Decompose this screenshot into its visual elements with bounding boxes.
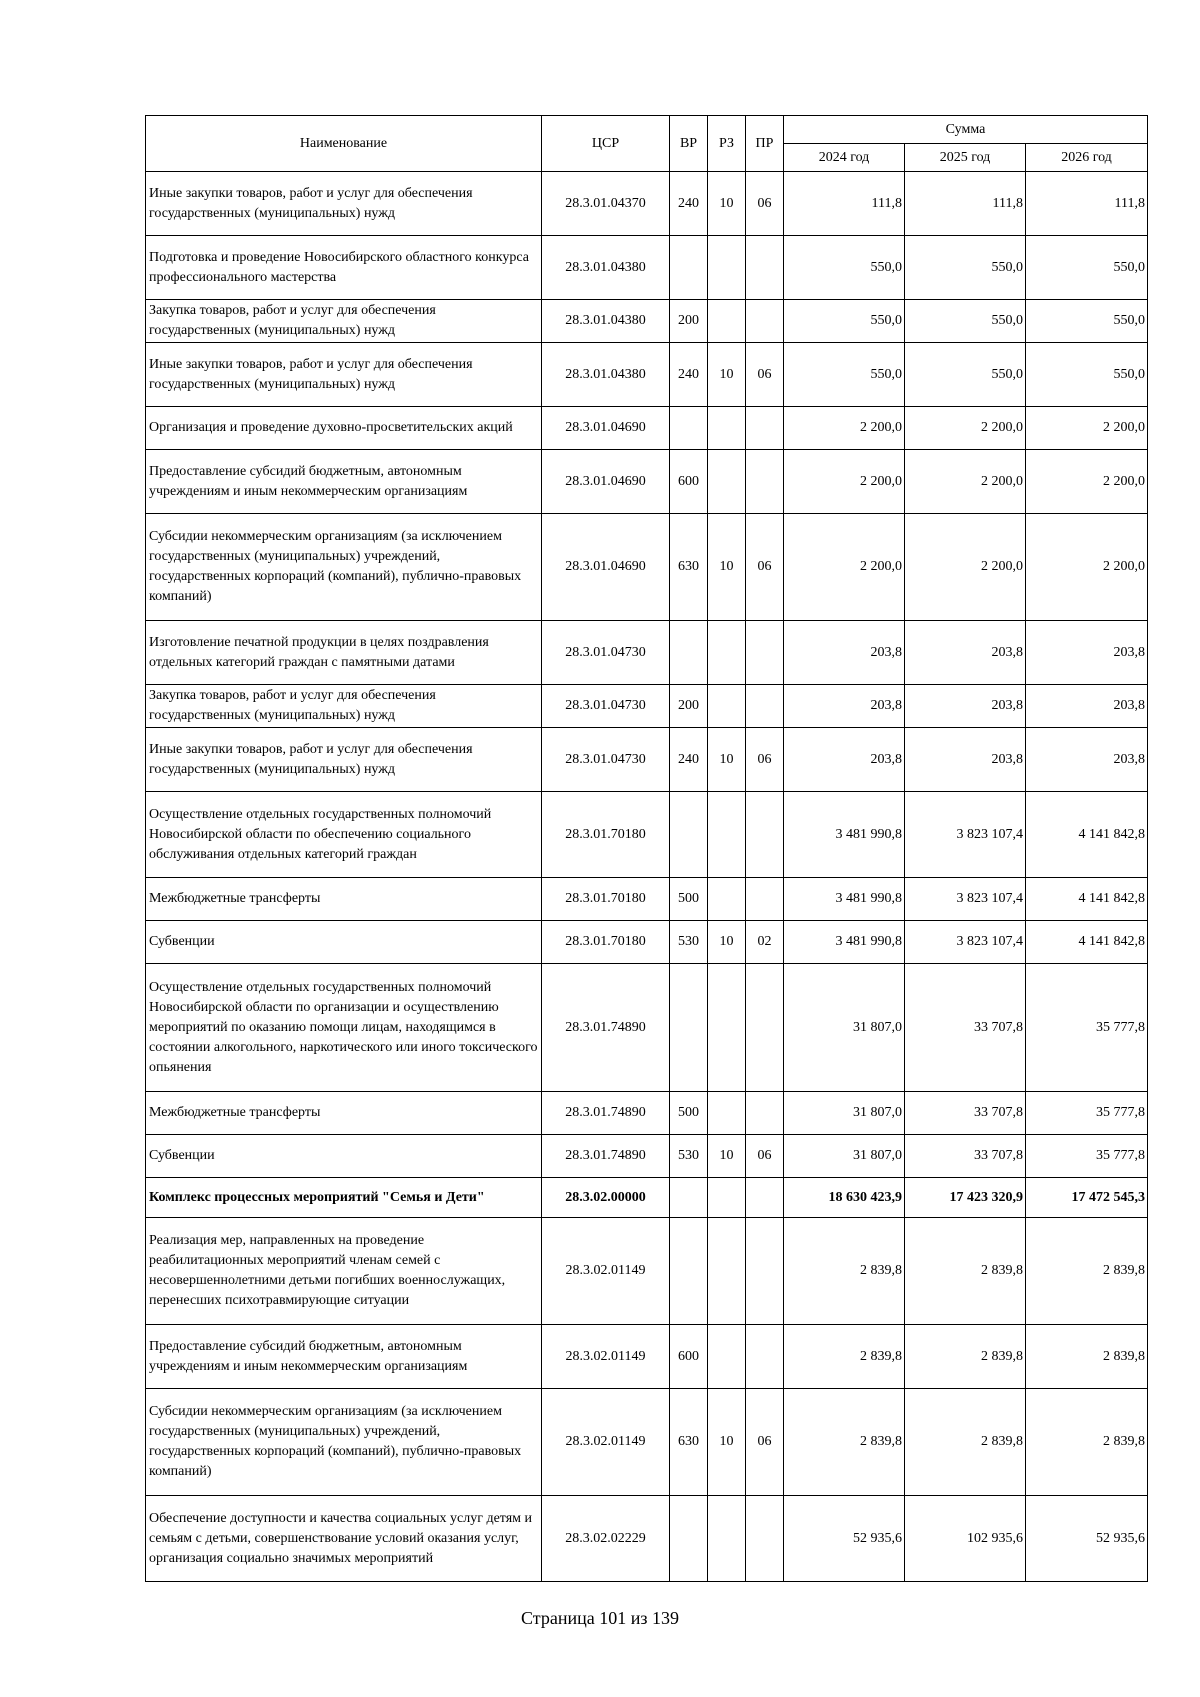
row-name: Иные закупки товаров, работ и услуг для обеспечения государственных (муниципальных) нужд [146, 343, 542, 407]
row-sum-2024: 3 481 990,8 [784, 921, 905, 964]
row-sum-2026: 52 935,6 [1026, 1496, 1148, 1582]
header-year-2026: 2026 год [1026, 144, 1148, 172]
row-csr: 28.3.01.04380 [542, 236, 670, 300]
row-csr: 28.3.01.70180 [542, 878, 670, 921]
table-row [146, 685, 1148, 728]
row-name: Реализация мер, направленных на проведение реабилитационных мероприятий членам семей с несовершеннолетними детьми погибших военнослужащих, перенесших психотравмирующие ситуации [146, 1218, 542, 1325]
row-sum-2025: 2 839,8 [905, 1389, 1026, 1496]
row-name: Субвенции [146, 1135, 542, 1178]
row-sum-2025: 203,8 [905, 621, 1026, 685]
row-pr [746, 450, 784, 514]
row-vr: 630 [670, 1389, 708, 1496]
row-sum-2026: 2 839,8 [1026, 1218, 1148, 1325]
row-name: Комплекс процессных мероприятий "Семья и Дети" [146, 1178, 542, 1218]
table-row [146, 407, 1148, 450]
row-sum-2025: 203,8 [905, 728, 1026, 792]
row-csr: 28.3.01.74890 [542, 964, 670, 1092]
table-row [146, 1135, 1148, 1178]
page-number: Страница 101 из 139 [521, 1608, 679, 1628]
row-name: Иные закупки товаров, работ и услуг для обеспечения государственных (муниципальных) нужд [146, 172, 542, 236]
row-name: Предоставление субсидий бюджетным, автономным учреждениям и иным некоммерческим организациям [146, 1325, 542, 1389]
row-sum-2024: 3 481 990,8 [784, 878, 905, 921]
header-year-2024: 2024 год [784, 144, 905, 172]
row-pr [746, 621, 784, 685]
header-rz: РЗ [708, 116, 746, 172]
budget-table [145, 115, 1148, 1582]
row-name: Субсидии некоммерческим организациям (за исключением государственных (муниципальных) учреждений, государственных корпораций (компаний), публично-правовых компаний) [146, 1389, 542, 1496]
row-sum-2025: 203,8 [905, 685, 1026, 728]
row-rz: 10 [708, 343, 746, 407]
row-sum-2025: 2 839,8 [905, 1325, 1026, 1389]
row-vr: 500 [670, 878, 708, 921]
row-sum-2025: 3 823 107,4 [905, 792, 1026, 878]
row-name: Организация и проведение духовно-просветительских акций [146, 407, 542, 450]
row-sum-2026: 203,8 [1026, 728, 1148, 792]
row-name: Изготовление печатной продукции в целях поздравления отдельных категорий граждан с памятными датами [146, 621, 542, 685]
row-sum-2025: 2 200,0 [905, 407, 1026, 450]
row-sum-2025: 550,0 [905, 343, 1026, 407]
row-csr: 28.3.02.01149 [542, 1389, 670, 1496]
table-row [146, 728, 1148, 792]
table-row [146, 621, 1148, 685]
row-rz [708, 878, 746, 921]
row-sum-2026: 550,0 [1026, 300, 1148, 343]
row-pr: 06 [746, 172, 784, 236]
row-sum-2025: 550,0 [905, 236, 1026, 300]
row-name: Иные закупки товаров, работ и услуг для обеспечения государственных (муниципальных) нужд [146, 728, 542, 792]
row-sum-2026: 35 777,8 [1026, 964, 1148, 1092]
row-sum-2024: 2 839,8 [784, 1218, 905, 1325]
row-rz: 10 [708, 1389, 746, 1496]
row-sum-2025: 17 423 320,9 [905, 1178, 1026, 1218]
row-sum-2024: 31 807,0 [784, 964, 905, 1092]
row-vr [670, 792, 708, 878]
row-csr: 28.3.01.74890 [542, 1135, 670, 1178]
row-sum-2024: 2 839,8 [784, 1389, 905, 1496]
row-rz [708, 685, 746, 728]
row-vr [670, 621, 708, 685]
row-csr: 28.3.01.04690 [542, 514, 670, 621]
row-sum-2024: 203,8 [784, 621, 905, 685]
row-sum-2024: 2 839,8 [784, 1325, 905, 1389]
row-vr: 240 [670, 172, 708, 236]
row-vr: 530 [670, 1135, 708, 1178]
row-pr: 06 [746, 514, 784, 621]
header-csr: ЦСР [542, 116, 670, 172]
row-pr [746, 964, 784, 1092]
row-rz [708, 1178, 746, 1218]
table-row [146, 300, 1148, 343]
row-sum-2026: 2 839,8 [1026, 1389, 1148, 1496]
row-sum-2025: 3 823 107,4 [905, 921, 1026, 964]
row-csr: 28.3.01.70180 [542, 792, 670, 878]
row-rz: 10 [708, 1135, 746, 1178]
row-pr [746, 1218, 784, 1325]
row-csr: 28.3.01.04730 [542, 728, 670, 792]
row-pr: 06 [746, 343, 784, 407]
row-csr: 28.3.01.04690 [542, 407, 670, 450]
row-name: Предоставление субсидий бюджетным, автономным учреждениям и иным некоммерческим организациям [146, 450, 542, 514]
row-pr [746, 1178, 784, 1218]
row-sum-2026: 203,8 [1026, 621, 1148, 685]
row-sum-2026: 2 200,0 [1026, 514, 1148, 621]
row-pr [746, 1325, 784, 1389]
row-name: Обеспечение доступности и качества социальных услуг детям и семьям с детьми, совершенствование условий оказания услуг, организация социально значимых мероприятий [146, 1496, 542, 1582]
row-csr: 28.3.01.04370 [542, 172, 670, 236]
row-csr: 28.3.01.04730 [542, 621, 670, 685]
row-csr: 28.3.01.74890 [542, 1092, 670, 1135]
row-vr [670, 407, 708, 450]
row-name: Межбюджетные трансферты [146, 1092, 542, 1135]
row-sum-2024: 2 200,0 [784, 450, 905, 514]
row-rz [708, 450, 746, 514]
row-sum-2025: 102 935,6 [905, 1496, 1026, 1582]
row-sum-2026: 2 839,8 [1026, 1325, 1148, 1389]
row-name: Субсидии некоммерческим организациям (за исключением государственных (муниципальных) учреждений, государственных корпораций (компаний), публично-правовых компаний) [146, 514, 542, 621]
row-csr: 28.3.02.01149 [542, 1325, 670, 1389]
row-csr: 28.3.02.02229 [542, 1496, 670, 1582]
budget-table-container [145, 115, 1147, 1582]
row-sum-2026: 203,8 [1026, 685, 1148, 728]
row-csr: 28.3.01.04380 [542, 343, 670, 407]
row-sum-2024: 2 200,0 [784, 514, 905, 621]
row-pr [746, 878, 784, 921]
row-sum-2025: 2 200,0 [905, 514, 1026, 621]
row-sum-2025: 33 707,8 [905, 1135, 1026, 1178]
row-rz: 10 [708, 728, 746, 792]
row-rz: 10 [708, 514, 746, 621]
row-sum-2024: 2 200,0 [784, 407, 905, 450]
row-rz [708, 621, 746, 685]
row-sum-2025: 2 839,8 [905, 1218, 1026, 1325]
table-row [146, 964, 1148, 1092]
row-sum-2025: 33 707,8 [905, 964, 1026, 1092]
row-vr: 530 [670, 921, 708, 964]
row-sum-2026: 111,8 [1026, 172, 1148, 236]
table-row [146, 343, 1148, 407]
row-rz [708, 964, 746, 1092]
row-sum-2025: 3 823 107,4 [905, 878, 1026, 921]
row-sum-2024: 550,0 [784, 343, 905, 407]
table-row [146, 236, 1148, 300]
row-pr: 02 [746, 921, 784, 964]
row-sum-2025: 2 200,0 [905, 450, 1026, 514]
row-rz [708, 1496, 746, 1582]
row-pr [746, 1496, 784, 1582]
header-name: Наименование [146, 116, 542, 172]
row-rz [708, 1092, 746, 1135]
row-vr [670, 1218, 708, 1325]
row-sum-2026: 35 777,8 [1026, 1092, 1148, 1135]
row-vr [670, 1496, 708, 1582]
row-name: Межбюджетные трансферты [146, 878, 542, 921]
row-sum-2024: 550,0 [784, 300, 905, 343]
table-row [146, 1218, 1148, 1325]
row-sum-2024: 31 807,0 [784, 1135, 905, 1178]
row-vr [670, 1178, 708, 1218]
row-name: Закупка товаров, работ и услуг для обеспечения государственных (муниципальных) нужд [146, 300, 542, 343]
row-rz: 10 [708, 921, 746, 964]
row-vr: 600 [670, 1325, 708, 1389]
row-sum-2026: 4 141 842,8 [1026, 921, 1148, 964]
row-sum-2026: 4 141 842,8 [1026, 878, 1148, 921]
row-sum-2026: 550,0 [1026, 343, 1148, 407]
row-rz [708, 1325, 746, 1389]
row-rz [708, 792, 746, 878]
table-row [146, 792, 1148, 878]
row-pr [746, 407, 784, 450]
row-sum-2026: 35 777,8 [1026, 1135, 1148, 1178]
row-sum-2026: 2 200,0 [1026, 450, 1148, 514]
row-vr: 240 [670, 343, 708, 407]
header-sum: Сумма [784, 116, 1148, 144]
row-pr [746, 792, 784, 878]
row-sum-2026: 4 141 842,8 [1026, 792, 1148, 878]
table-row [146, 450, 1148, 514]
row-sum-2024: 18 630 423,9 [784, 1178, 905, 1218]
row-sum-2025: 111,8 [905, 172, 1026, 236]
row-sum-2026: 2 200,0 [1026, 407, 1148, 450]
row-vr: 200 [670, 685, 708, 728]
row-vr [670, 236, 708, 300]
table-row [146, 172, 1148, 236]
header-year-2025: 2025 год [905, 144, 1026, 172]
row-rz: 10 [708, 172, 746, 236]
table-row [146, 921, 1148, 964]
row-csr: 28.3.02.00000 [542, 1178, 670, 1218]
row-rz [708, 1218, 746, 1325]
table-row [146, 878, 1148, 921]
row-pr: 06 [746, 728, 784, 792]
row-rz [708, 236, 746, 300]
table-row [146, 1389, 1148, 1496]
row-sum-2026: 550,0 [1026, 236, 1148, 300]
row-vr [670, 964, 708, 1092]
header-vr: ВР [670, 116, 708, 172]
row-vr: 630 [670, 514, 708, 621]
row-name: Субвенции [146, 921, 542, 964]
row-name: Осуществление отдельных государственных полномочий Новосибирской области по обеспечению социального обслуживания отдельных категорий граждан [146, 792, 542, 878]
row-pr [746, 300, 784, 343]
row-csr: 28.3.01.04690 [542, 450, 670, 514]
row-sum-2024: 203,8 [784, 685, 905, 728]
header-pr: ПР [746, 116, 784, 172]
table-body [146, 172, 1148, 1582]
row-sum-2024: 52 935,6 [784, 1496, 905, 1582]
row-pr [746, 685, 784, 728]
row-sum-2024: 203,8 [784, 728, 905, 792]
row-pr [746, 236, 784, 300]
row-rz [708, 300, 746, 343]
row-vr: 240 [670, 728, 708, 792]
table-row [146, 1092, 1148, 1135]
row-name: Осуществление отдельных государственных полномочий Новосибирской области по организации и осуществлению мероприятий по оказанию помощи лицам, находящимся в состоянии алкогольного, наркотического или иного токсического опьянения [146, 964, 542, 1092]
row-sum-2024: 111,8 [784, 172, 905, 236]
row-sum-2024: 550,0 [784, 236, 905, 300]
row-rz [708, 407, 746, 450]
row-sum-2024: 3 481 990,8 [784, 792, 905, 878]
row-csr: 28.3.01.04380 [542, 300, 670, 343]
table-row [146, 1325, 1148, 1389]
row-vr: 200 [670, 300, 708, 343]
table-row [146, 1496, 1148, 1582]
row-name: Подготовка и проведение Новосибирского областного конкурса профессионального мастерства [146, 236, 542, 300]
row-vr: 500 [670, 1092, 708, 1135]
row-vr: 600 [670, 450, 708, 514]
table-row [146, 514, 1148, 621]
row-name: Закупка товаров, работ и услуг для обеспечения государственных (муниципальных) нужд [146, 685, 542, 728]
row-pr [746, 1092, 784, 1135]
row-csr: 28.3.01.70180 [542, 921, 670, 964]
row-pr: 06 [746, 1389, 784, 1496]
row-csr: 28.3.01.04730 [542, 685, 670, 728]
row-sum-2025: 33 707,8 [905, 1092, 1026, 1135]
table-row [146, 1178, 1148, 1218]
row-csr: 28.3.02.01149 [542, 1218, 670, 1325]
row-sum-2024: 31 807,0 [784, 1092, 905, 1135]
row-sum-2026: 17 472 545,3 [1026, 1178, 1148, 1218]
row-sum-2025: 550,0 [905, 300, 1026, 343]
row-pr: 06 [746, 1135, 784, 1178]
